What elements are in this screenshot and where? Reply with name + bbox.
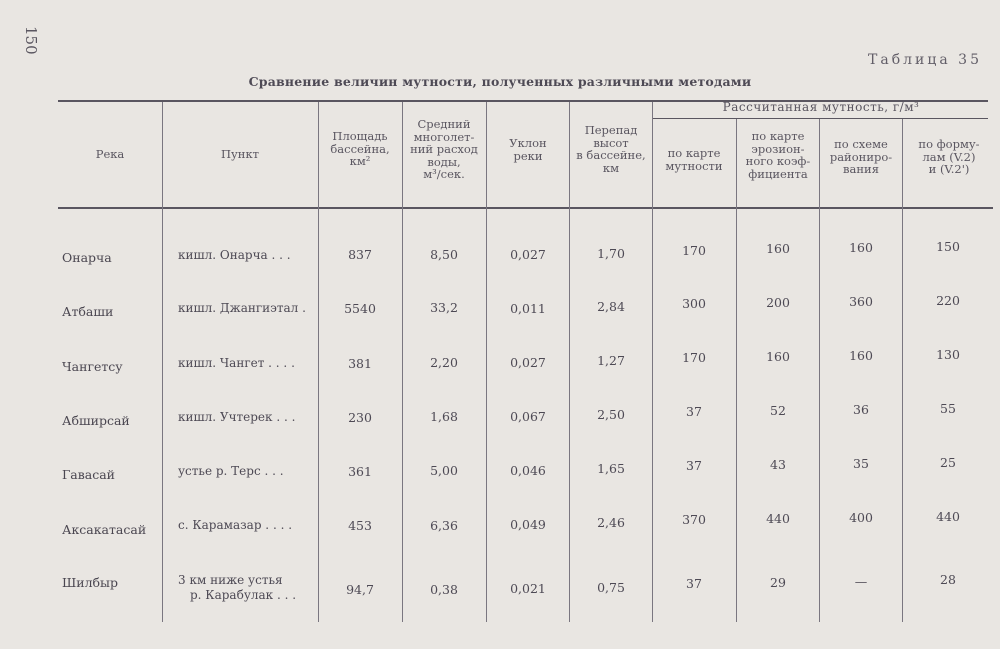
header-m4-line: по форму- <box>918 137 980 151</box>
cell-area: 361 <box>348 464 372 479</box>
page-number: 150 <box>22 26 40 55</box>
column-divider <box>318 102 319 622</box>
header-drop-line: Перепад <box>584 123 638 137</box>
cell-area: 5540 <box>344 301 376 316</box>
table-title: Сравнение величин мутности, полученных различными методами <box>248 74 752 89</box>
point-name: с. Карамазар . . . . <box>178 518 293 532</box>
cell-m4: 150 <box>936 239 960 254</box>
cell-flow: 0,38 <box>430 582 458 597</box>
column-divider <box>486 102 487 622</box>
header-m2-line: эрозион- <box>751 141 805 156</box>
header-slope-line: реки <box>513 148 543 163</box>
cell-m2: 200 <box>766 295 790 310</box>
cell-slope: 0,049 <box>510 517 546 532</box>
cell-m4: 28 <box>940 572 956 587</box>
point-name: кишл. Чангет . . . . <box>178 356 295 370</box>
river-name: Абширсай <box>62 413 130 428</box>
cell-m3: 160 <box>849 240 873 255</box>
header-m1-line: мутности <box>665 158 723 173</box>
header-drop <box>571 124 651 174</box>
cell-slope: 0,021 <box>510 581 546 596</box>
header-drop-line: в бассейне, <box>576 148 646 162</box>
cell-area: 94,7 <box>346 582 374 597</box>
point-name: кишл. Учтерек . . . <box>178 410 296 424</box>
header-flow-line: м³/сек. <box>423 167 465 181</box>
header-area <box>320 130 400 168</box>
table-label: Таблица 35 <box>868 52 982 68</box>
subheader-rule <box>652 118 988 119</box>
header-m3-line: по схеме <box>834 137 888 151</box>
header-group-text: Рассчитанная мутность, г/м³ <box>722 100 920 114</box>
column-divider <box>569 102 570 622</box>
point-name-line: р. Карабулак . . . <box>190 588 297 602</box>
cell-slope: 0,011 <box>510 301 546 316</box>
column-divider <box>902 119 903 622</box>
cell-m2: 52 <box>770 403 786 418</box>
header-group <box>654 101 988 114</box>
cell-m2: 29 <box>770 575 786 590</box>
cell-slope: 0,027 <box>510 355 546 370</box>
cell-m4: 55 <box>940 401 956 416</box>
cell-m3: — <box>854 574 868 589</box>
cell-drop: 0,75 <box>597 580 625 595</box>
header-m2-line: фициента <box>748 166 808 181</box>
header-m2-line: по карте <box>751 129 805 143</box>
header-river <box>60 148 160 161</box>
cell-area: 453 <box>348 518 372 533</box>
cell-slope: 0,046 <box>510 463 546 478</box>
cell-drop: 1,27 <box>597 353 625 368</box>
cell-m3: 400 <box>849 510 873 525</box>
header-point-text: Пункт <box>220 147 259 161</box>
point-name: кишл. Джангиэтал . <box>178 301 306 315</box>
cell-m1: 170 <box>682 243 706 258</box>
cell-m2: 160 <box>766 241 790 256</box>
cell-m3: 36 <box>853 402 869 417</box>
header-method-2 <box>738 130 818 180</box>
cell-m4: 440 <box>936 509 960 524</box>
cell-drop: 1,65 <box>597 461 625 476</box>
column-divider <box>819 119 820 622</box>
column-divider <box>402 102 403 622</box>
header-m4-line: лам (V.2) <box>922 149 976 164</box>
cell-flow: 5,00 <box>430 463 458 478</box>
cell-m2: 440 <box>766 511 790 526</box>
cell-flow: 2,20 <box>430 355 458 370</box>
header-m2-line: ного коэф- <box>745 154 811 168</box>
cell-m1: 37 <box>686 458 702 473</box>
river-name: Шилбыр <box>62 575 119 590</box>
header-m4-line: и (V.2') <box>928 162 970 176</box>
cell-m3: 160 <box>849 348 873 363</box>
cell-m1: 37 <box>686 576 702 591</box>
river-name: Чангетсу <box>62 359 123 374</box>
point-name: кишл. Онарча . . . <box>178 248 291 262</box>
cell-m3: 360 <box>849 294 873 309</box>
header-flow-line: воды, <box>427 154 461 169</box>
cell-m3: 35 <box>853 456 869 471</box>
cell-m4: 130 <box>936 347 960 362</box>
header-flow-line: Средний <box>417 117 471 131</box>
cell-area: 381 <box>348 356 372 371</box>
column-divider <box>736 119 737 622</box>
header-flow-line: многолет- <box>413 129 475 144</box>
point-name <box>178 573 296 603</box>
river-name: Атбаши <box>62 304 114 319</box>
header-area-line: бассейна, <box>330 141 390 156</box>
header-m1-line: по карте <box>667 146 721 160</box>
cell-m4: 25 <box>940 455 956 470</box>
header-drop-line: км <box>602 160 620 175</box>
header-flow <box>404 118 484 181</box>
cell-slope: 0,067 <box>510 409 546 424</box>
header-drop-line: высот <box>593 135 629 150</box>
header-method-4 <box>904 138 994 176</box>
header-m3-line: райониро- <box>829 149 893 164</box>
river-name: Онарча <box>62 250 112 265</box>
cell-m4: 220 <box>936 293 960 308</box>
column-divider <box>652 102 653 622</box>
cell-m1: 37 <box>686 404 702 419</box>
cell-drop: 2,84 <box>597 299 625 314</box>
cell-area: 837 <box>348 247 372 262</box>
cell-m1: 170 <box>682 350 706 365</box>
header-method-3 <box>821 138 901 176</box>
river-name: Аксакатасай <box>62 522 147 537</box>
cell-flow: 1,68 <box>430 409 458 424</box>
cell-drop: 2,46 <box>597 515 625 530</box>
header-point <box>165 148 315 161</box>
point-name: устье р. Терс . . . <box>178 464 284 478</box>
header-area-line: км² <box>349 154 371 168</box>
cell-area: 230 <box>348 410 372 425</box>
cell-flow: 8,50 <box>430 247 458 262</box>
header-rule <box>58 207 993 209</box>
cell-slope: 0,027 <box>510 247 546 262</box>
header-slope <box>488 137 568 162</box>
cell-m2: 160 <box>766 349 790 364</box>
point-name-line: 3 км ниже устья <box>178 573 283 587</box>
cell-flow: 33,2 <box>430 300 458 315</box>
cell-flow: 6,36 <box>430 518 458 533</box>
cell-m1: 300 <box>682 296 706 311</box>
cell-m1: 370 <box>682 512 706 527</box>
header-method-1 <box>654 147 734 172</box>
cell-m2: 43 <box>770 457 786 472</box>
header-m3-line: вания <box>843 162 879 176</box>
river-name: Гавасай <box>62 467 116 482</box>
header-river-text: Река <box>95 147 125 161</box>
header-slope-line: Уклон <box>509 136 547 150</box>
header-flow-line: ний расход <box>410 142 478 156</box>
column-divider <box>162 102 163 622</box>
cell-drop: 1,70 <box>597 246 625 261</box>
header-area-line: Площадь <box>332 129 388 143</box>
cell-drop: 2,50 <box>597 407 625 422</box>
